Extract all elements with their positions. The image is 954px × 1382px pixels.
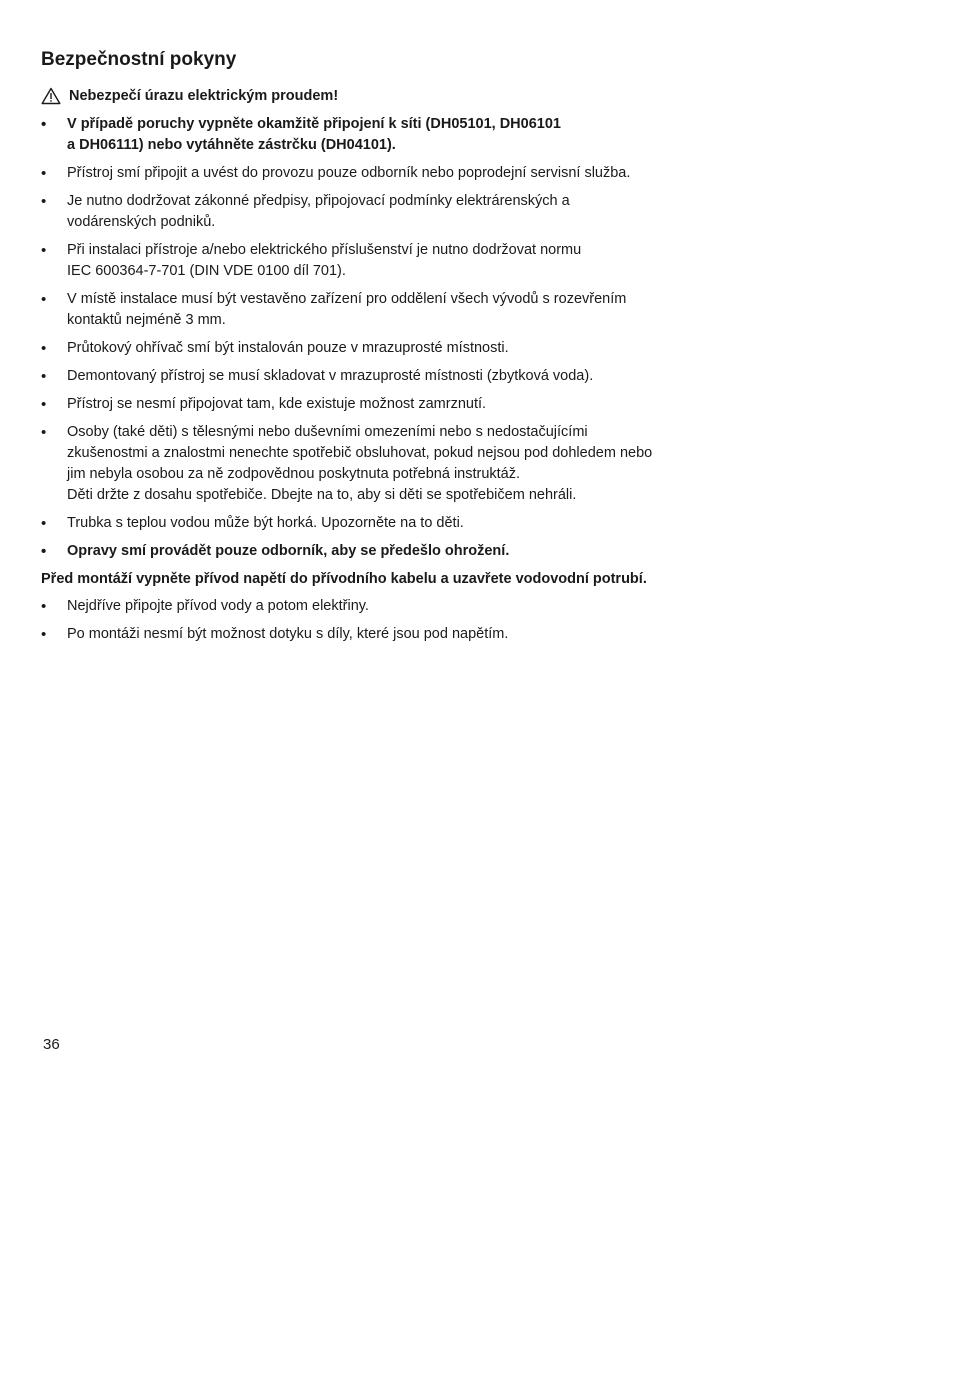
list-item: • Nejdříve připojte přívod vody a potom elektřiny.: [41, 596, 741, 617]
list-item: • Po montáži nesmí být možnost dotyku s díly, které jsou pod napětím.: [41, 624, 741, 645]
installation-list: [41, 596, 741, 645]
list-item: • V místě instalace musí být vestavěno zařízení pro oddělení všech vývodů s rozevřením kontaktů nejméně 3 mm.: [41, 289, 741, 331]
list-item: • Osoby (také děti) s tělesnými nebo duševními omezeními nebo s nedostačujícími zkušenostmi a znalostmi nenechte spotřebič obsluhovat, pokud nejsou pod dohledem nebo jim nebyla osobou za ně zodpovědnou poskytnuta potřebná instruktáž. Děti držte z dosahu spotřebiče. Dbejte na to, aby si děti se spotřebičem nehráli.: [41, 422, 741, 506]
list-item: • Při instalaci přístroje a/nebo elektrického příslušenství je nutno dodržovat normu IEC 600364-7-701 (DIN VDE 0100 díl 701).: [41, 240, 741, 282]
pre-install-notice: Před montáží vypněte přívod napětí do přívodního kabelu a uzavřete vodovodní potrubí.: [41, 571, 647, 587]
page-number: 36: [43, 1036, 60, 1053]
safety-list: [41, 114, 741, 562]
electric-shock-warning: [41, 86, 741, 106]
list-item: • Demontovaný přístroj se musí skladovat v mrazuprosté místnosti (zbytková voda).: [41, 366, 741, 387]
list-item: • Přístroj se nesmí připojovat tam, kde existuje možnost zamrznutí.: [41, 394, 741, 415]
warning-triangle-icon: [41, 87, 61, 105]
list-item: • Je nutno dodržovat zákonné předpisy, připojovací podmínky elektrárenských a vodárenských podniků.: [41, 191, 741, 233]
document-page: [41, 48, 741, 652]
list-item: • V případě poruchy vypněte okamžitě připojení k síti (DH05101, DH06101 a DH06111) nebo vytáhněte zástrčku (DH04101).: [41, 114, 741, 156]
list-item: • Opravy smí provádět pouze odborník, aby se předešlo ohrožení.: [41, 541, 741, 562]
page-title: Bezpečnostní pokyny: [41, 49, 237, 70]
list-item: • Trubka s teplou vodou může být horká. Upozorněte na to děti.: [41, 513, 741, 534]
list-item: • Přístroj smí připojit a uvést do provozu pouze odborník nebo poprodejní servisní služba.: [41, 163, 741, 184]
warning-text: Nebezpečí úrazu elektrickým proudem!: [69, 88, 339, 104]
list-item: • Průtokový ohřívač smí být instalován pouze v mrazuprosté místnosti.: [41, 338, 741, 359]
